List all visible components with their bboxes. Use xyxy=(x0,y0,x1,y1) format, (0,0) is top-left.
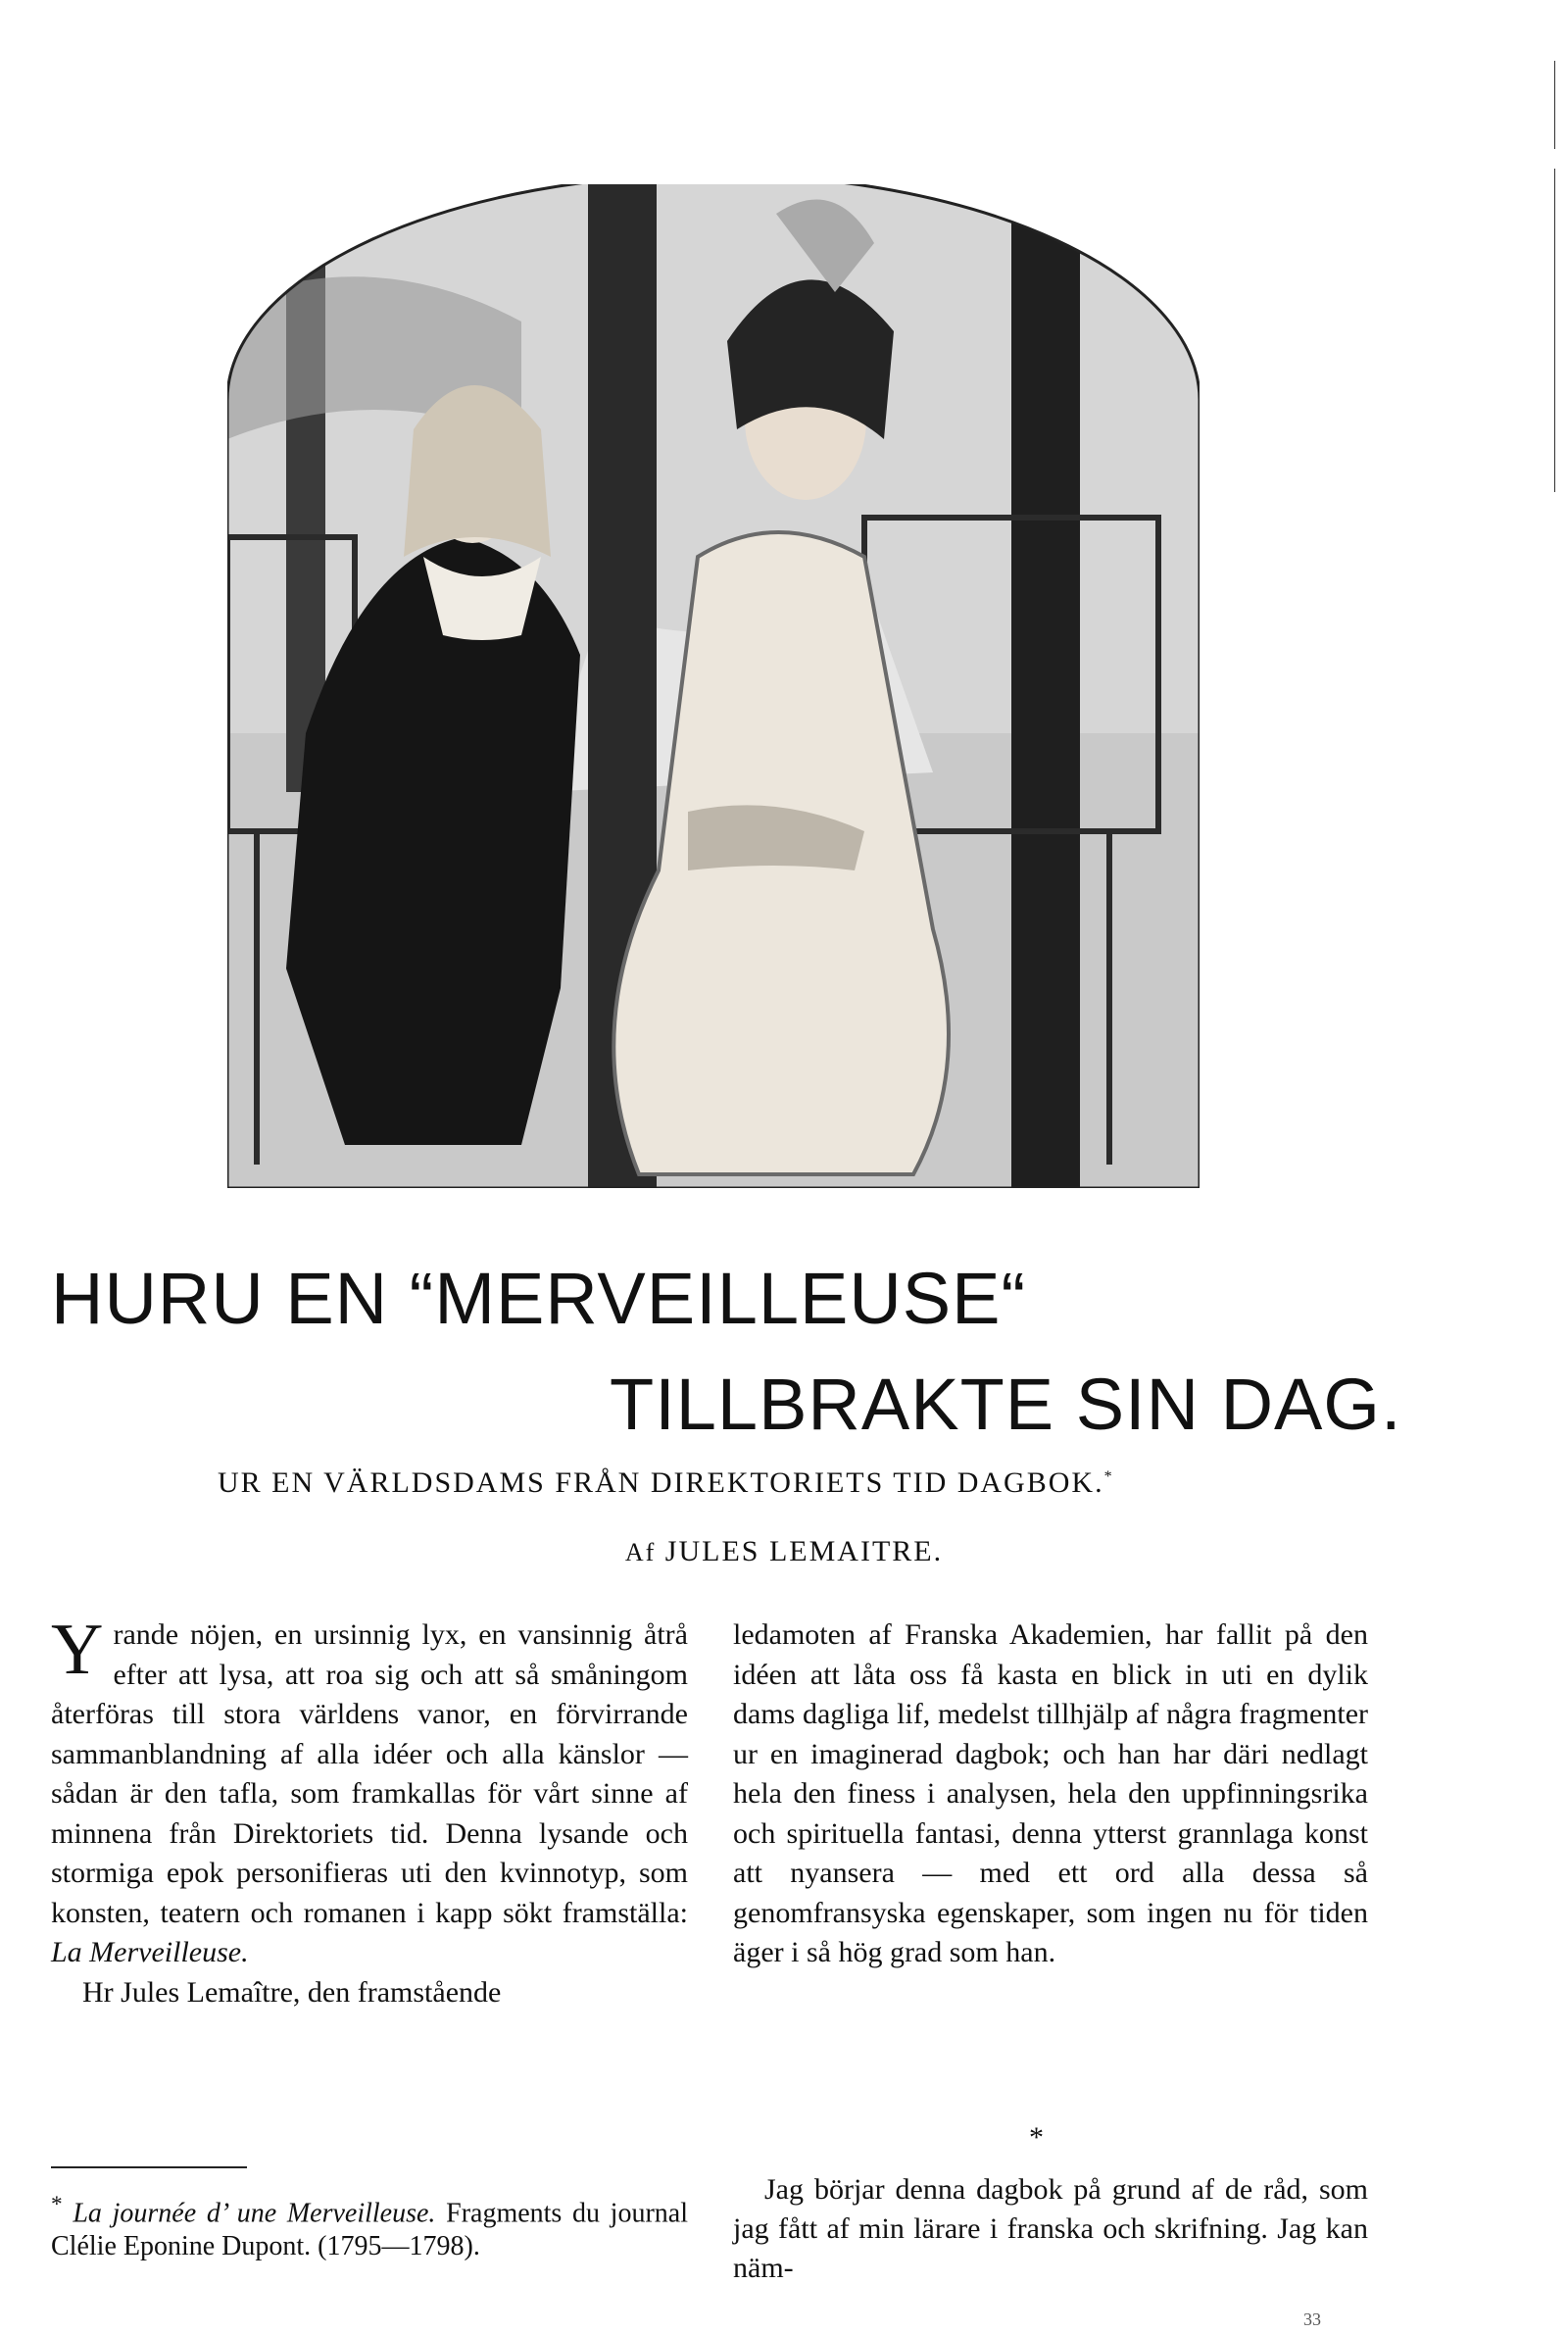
right-column-continued xyxy=(733,2170,1368,2288)
left-para1-italic: La Merveilleuse. xyxy=(51,1936,249,1968)
article-title-line1: HURU EN “MERVEILLEUSE“ xyxy=(51,1258,1027,1339)
footnote-mark: * xyxy=(51,2192,63,2217)
right-paragraph-1: ledamoten af Franska Akademien, har fallit på den idéen att låta oss få kasta en blick in uti en dylik dams dagliga lif, medelst tillhjälp af några fragmenter ur en imaginerad dagbok; och han har däri nedlagt hela den finess i analysen, hela den uppfinningsrika och spirituella fantasi, denna ytterst grannlaga konst att nyansera — med ett ord alla dessa så genomfransyska egenskaper, som ingen nu för tiden äger i så hög grad som han. xyxy=(733,1618,1368,1968)
left-paragraph-2: Hr Jules Lemaître, den framstående xyxy=(82,1975,502,2009)
section-separator: * xyxy=(1029,2121,1044,2154)
right-column xyxy=(733,1615,1368,1973)
left-column xyxy=(51,1610,688,2012)
page-number: 33 xyxy=(1303,2309,1321,2329)
footnote xyxy=(51,2188,688,2263)
margin-rule-bottom xyxy=(1554,169,1555,492)
footnote-italic: La journée d’ une Merveilleuse. xyxy=(73,2198,436,2229)
illustration-svg xyxy=(227,184,1200,1188)
subtitle-footnote-mark: * xyxy=(1103,1468,1114,1485)
dropcap: Y xyxy=(51,1610,104,1690)
footnote-rule xyxy=(51,2166,247,2168)
left-para1-text: rande nöjen, en ursinnig lyx, en vansinnig åtrå efter att lysa, att roa sig och att så småningom återföras till stora världens vanor, en förvirrande sammanblandning af alla idéer och alla känslor — sådan är den tafla, som framkallas för vårt sinne af minnena från Direktoriets tid. Denna lysande och stormiga epok personifieras uti den kvinnotyp, som konsten, teatern och romanen i kapp sökt framställa: xyxy=(51,1618,688,1929)
right-paragraph-2: Jag börjar denna dagbok på grund af de råd, som jag fått af min lärare i franska och skrifning. Jag kan näm- xyxy=(733,2173,1368,2284)
illustration xyxy=(227,184,1200,1188)
article-subtitle xyxy=(218,1466,1114,1500)
tree-trunk-right xyxy=(1011,184,1080,1188)
subtitle-text: UR EN VÄRLDSDAMS FRÅN DIREKTORIETS TID DAGBOK. xyxy=(218,1466,1104,1499)
margin-rule-top xyxy=(1554,61,1555,149)
byline-prefix: Af xyxy=(624,1538,657,1566)
byline-author: JULES LEMAITRE. xyxy=(664,1535,944,1567)
article-title-line2: TILLBRAKTE SIN DAG. xyxy=(610,1364,1402,1445)
byline xyxy=(0,1535,1568,1568)
footnote-text: Fragments du journal Clélie Eponine Dupont. (1795—1798). xyxy=(51,2198,688,2262)
left-paragraph-1 xyxy=(51,1610,688,1973)
